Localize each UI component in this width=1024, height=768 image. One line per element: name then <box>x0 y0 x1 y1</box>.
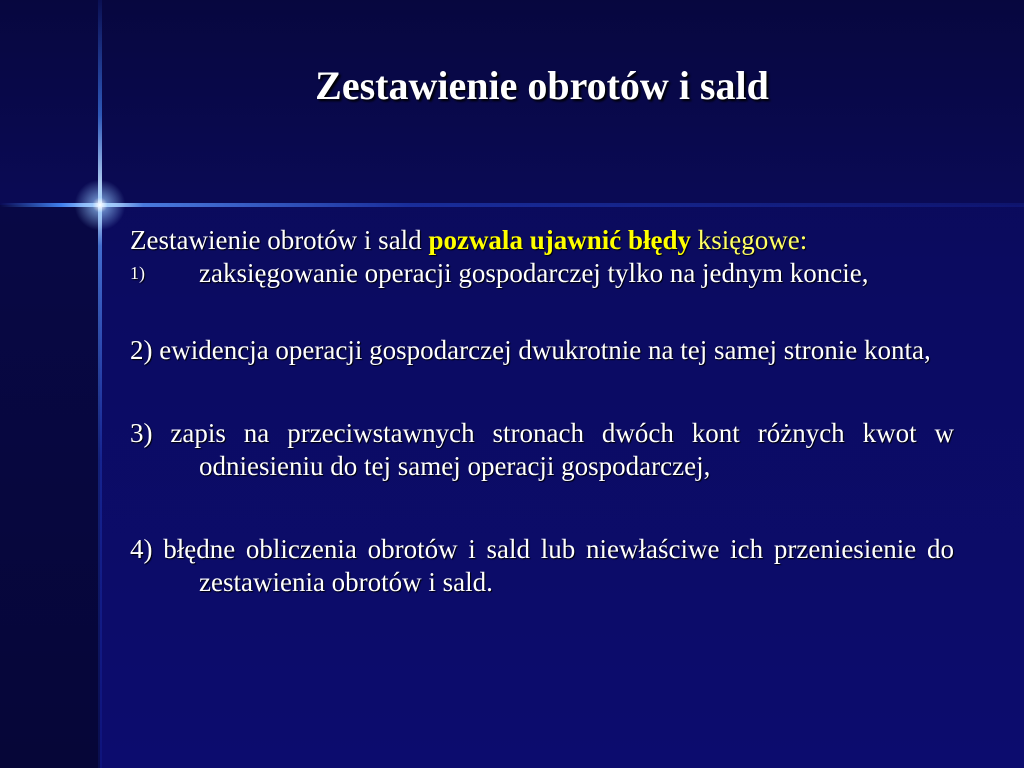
intro-highlight: księgowe: <box>697 225 808 255</box>
list-item-2 <box>130 334 954 367</box>
list-item-1 <box>130 257 954 290</box>
list-item-text: zapis na przeciwstawnych stronach dwóch kont różnych kwot w odniesieniu do tej samej operacji gospodarczej, <box>170 418 955 481</box>
list-item-3 <box>130 417 954 483</box>
vertical-light-streak <box>98 0 102 768</box>
list-item-number: 1) <box>130 263 145 283</box>
list-item-number: 4) <box>130 534 153 564</box>
left-margin-band <box>0 205 100 768</box>
list-item-text: zaksięgowanie operacji gospodarczej tylko na jednym koncie, <box>199 258 869 288</box>
list-item-4 <box>130 533 954 599</box>
intro-highlight-bold: pozwala ujawnić błędy <box>428 225 691 255</box>
horizontal-light-streak <box>0 203 1024 207</box>
list-item-number: 2) <box>130 335 153 365</box>
list-item-number: 3) <box>130 418 153 448</box>
slide-body <box>130 224 954 599</box>
list-item-text: ewidencja operacji gospodarczej dwukrotnie na tej samej stronie konta, <box>159 335 931 365</box>
intro-paragraph <box>130 224 954 257</box>
star-sparkle-icon <box>70 175 130 235</box>
slide-title: Zestawienie obrotów i sald <box>315 63 769 108</box>
intro-text: Zestawienie obrotów i sald <box>130 225 429 255</box>
list-item-text: błędne obliczenia obrotów i sald lub niewłaściwe ich przeniesienie do zestawienia obrotów i sald. <box>163 534 955 597</box>
